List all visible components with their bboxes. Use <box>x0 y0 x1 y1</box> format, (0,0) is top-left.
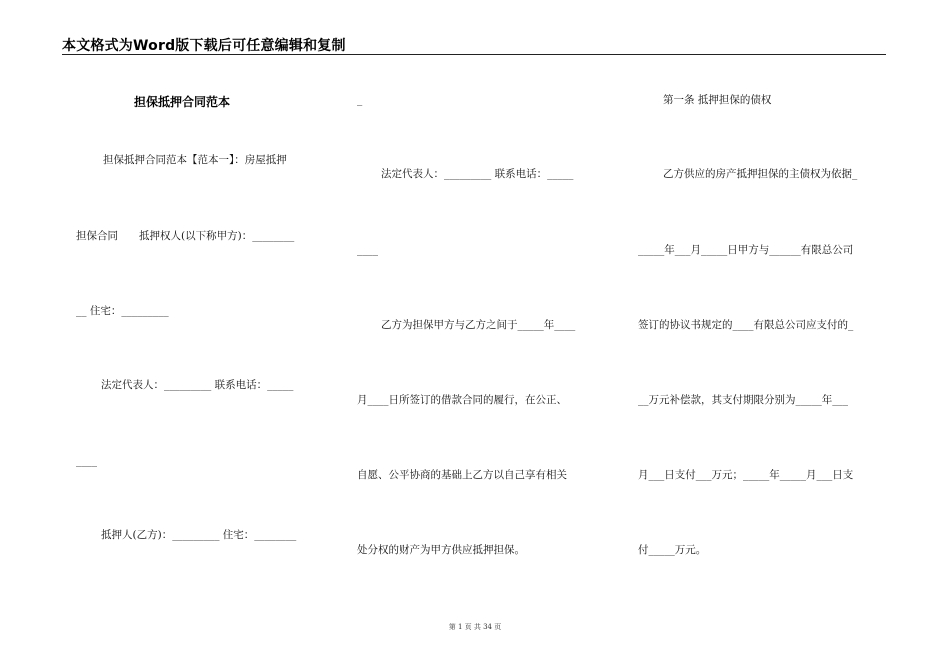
document-title: 担保抵押合同范本 <box>134 95 231 109</box>
text-line: 月____日所签订的借款合同的履行，在公正、 <box>357 394 567 406</box>
text-line: 担保抵押合同范本【范本一】：房屋抵押 <box>103 154 287 166</box>
header-text: 本文格式为Word版下载后可任意编辑和复制 <box>62 38 346 54</box>
section-heading: 第一条 抵押担保的债权 <box>663 94 772 106</box>
text-line: 担保合同 抵押权人(以下称甲方)：________ <box>76 230 295 242</box>
text-line: 法定代表人：_________ 联系电话：_____ <box>101 379 294 391</box>
text-line: 法定代表人：_________ 联系电话：_____ <box>381 168 574 180</box>
page-number: 第 1 页 共 34 页 <box>448 623 502 631</box>
text-line: 抵押人(乙方)：_________ 住宅：________ <box>101 529 297 541</box>
text-line: _ <box>357 94 363 106</box>
text-line: 月___日支付___万元；_____年_____月___日支 <box>638 469 854 481</box>
text-line: _____年___月_____日甲方与______有限总公司 <box>638 244 854 256</box>
text-line: 处分权的财产为甲方供应抵押担保。 <box>357 544 525 556</box>
text-line: 付_____万元。 <box>638 544 707 556</box>
text-line: ____ <box>357 244 378 256</box>
text-line: 签订的协议书规定的____有限总公司应支付的_ <box>638 319 854 331</box>
text-line: 自愿、公平协商的基础上乙方以自己享有相关 <box>357 469 567 481</box>
text-line: 乙方为担保甲方与乙方之间于_____年____ <box>381 319 576 331</box>
text-line: __万元补偿款，其支付期限分别为_____年___ <box>638 394 848 406</box>
text-line: ____ <box>76 455 97 467</box>
text-line: 乙方供应的房产抵押担保的主债权为依据_ <box>663 168 858 180</box>
text-line: __ 住宅：_________ <box>76 305 169 317</box>
